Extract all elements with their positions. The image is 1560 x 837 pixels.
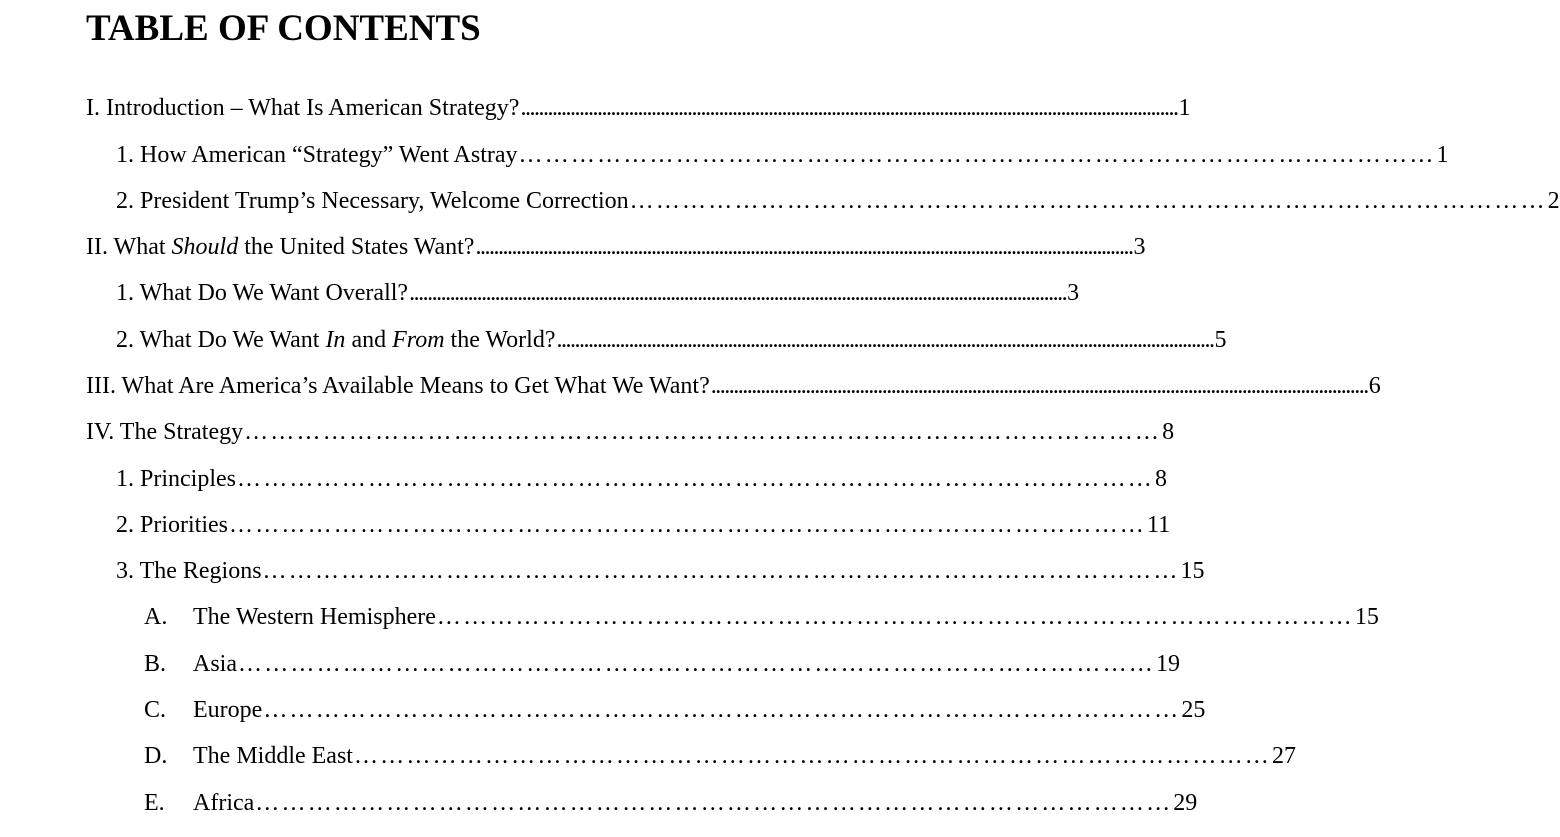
- dot-leader: ……………………………………………………………………………………………: [263, 697, 1181, 723]
- toc-entry[interactable]: [86, 231, 1146, 263]
- page-title: TABLE OF CONTENTS: [86, 8, 481, 49]
- toc-page-number: 11: [1147, 512, 1171, 538]
- dot-leader: ..................................................................................................................................................: [556, 327, 1214, 353]
- toc-entry-label: 1. What Do We Want Overall?: [116, 280, 409, 306]
- toc-entry[interactable]: [144, 787, 1198, 819]
- toc-entry-label: 2. President Trump’s Necessary, Welcome Correction: [116, 188, 629, 214]
- toc-entry[interactable]: [86, 92, 1191, 124]
- toc-entry[interactable]: [86, 416, 1175, 448]
- toc-entry-label: 3. The Regions: [116, 558, 262, 584]
- toc-entry[interactable]: [116, 139, 1449, 171]
- toc-entry-label: B. Asia: [144, 648, 237, 680]
- toc-entry[interactable]: [144, 740, 1296, 772]
- dot-leader: ……………………………………………………………………………………………: [238, 651, 1155, 677]
- toc-page-number: 19: [1156, 651, 1180, 677]
- toc-page-number: 3: [1067, 280, 1080, 306]
- dot-leader: ..................................................................................................................................................: [520, 95, 1178, 121]
- toc-entry-label: 1. How American “Strategy” Went Astray: [116, 142, 518, 168]
- toc-entry-label: 2. Priorities: [116, 512, 228, 538]
- toc-page-number: 8: [1155, 466, 1167, 492]
- dot-leader: ……………………………………………………………………………………………: [262, 558, 1180, 584]
- toc-entry-label: 2. What Do We Want In and From the World?: [116, 327, 556, 353]
- toc-entry[interactable]: [86, 370, 1381, 402]
- dot-leader: ……………………………………………………………………………………………: [244, 419, 1162, 445]
- toc-entry[interactable]: [116, 324, 1227, 356]
- toc-entry-label: 1. Principles: [116, 466, 236, 492]
- toc-page-number: 5: [1214, 327, 1227, 353]
- toc-entry[interactable]: [144, 648, 1180, 680]
- toc-entry-label: II. What Should the United States Want?: [86, 234, 475, 260]
- toc-entry[interactable]: [144, 601, 1379, 633]
- toc-entry-label: A. The Western Hemisphere: [144, 601, 436, 633]
- toc-page-number: 3: [1133, 234, 1146, 260]
- toc-page-number: 27: [1271, 743, 1296, 769]
- toc-entry-letter: A.: [144, 604, 168, 630]
- toc-entry-label: E. Africa: [144, 787, 254, 819]
- toc-entry[interactable]: [116, 555, 1205, 587]
- toc-page-number: 25: [1181, 697, 1206, 723]
- toc-page-number: 8: [1162, 419, 1175, 445]
- toc-entry-label: IV. The Strategy: [86, 419, 244, 445]
- toc-page-number: 1: [1436, 142, 1449, 168]
- toc-page-number: 29: [1173, 790, 1198, 816]
- toc-entry[interactable]: [116, 277, 1080, 309]
- dot-leader: ……………………………………………………………………………………………: [436, 604, 1354, 630]
- toc-entry-label: I. Introduction – What Is American Strategy?: [86, 95, 520, 121]
- toc-entry-label: C. Europe: [144, 694, 262, 726]
- toc-entry-label: D. The Middle East: [144, 740, 353, 772]
- dot-leader: ..................................................................................................................................................: [409, 280, 1067, 306]
- toc-page-number: 6: [1368, 373, 1381, 399]
- toc-entry-letter: D.: [144, 743, 168, 769]
- dot-leader: ……………………………………………………………………………………………: [237, 466, 1154, 492]
- toc-page-number: 15: [1180, 558, 1205, 584]
- toc-entry-letter: B.: [144, 651, 167, 677]
- toc-entry-letter: C.: [144, 697, 167, 723]
- dot-leader: ……………………………………………………………………………………………: [518, 142, 1436, 168]
- dot-leader: ……………………………………………………………………………………………: [229, 512, 1146, 538]
- dot-leader: ……………………………………………………………………………………………: [255, 790, 1173, 816]
- toc-page-number: 2: [1547, 188, 1560, 214]
- dot-leader: ..................................................................................................................................................: [475, 234, 1133, 260]
- toc-entry[interactable]: [116, 463, 1167, 495]
- toc-page-number: 1: [1178, 95, 1191, 121]
- dot-leader: ……………………………………………………………………………………………: [629, 188, 1547, 214]
- toc-entry-letter: E.: [144, 790, 165, 816]
- toc-entry[interactable]: [116, 185, 1560, 217]
- toc-entry[interactable]: [116, 509, 1171, 541]
- dot-leader: ..................................................................................................................................................: [710, 373, 1368, 399]
- toc-entry[interactable]: [144, 694, 1206, 726]
- dot-leader: ……………………………………………………………………………………………: [353, 743, 1271, 769]
- toc-page-number: 15: [1354, 604, 1379, 630]
- toc-entry-label: III. What Are America’s Available Means to Get What We Want?: [86, 373, 710, 399]
